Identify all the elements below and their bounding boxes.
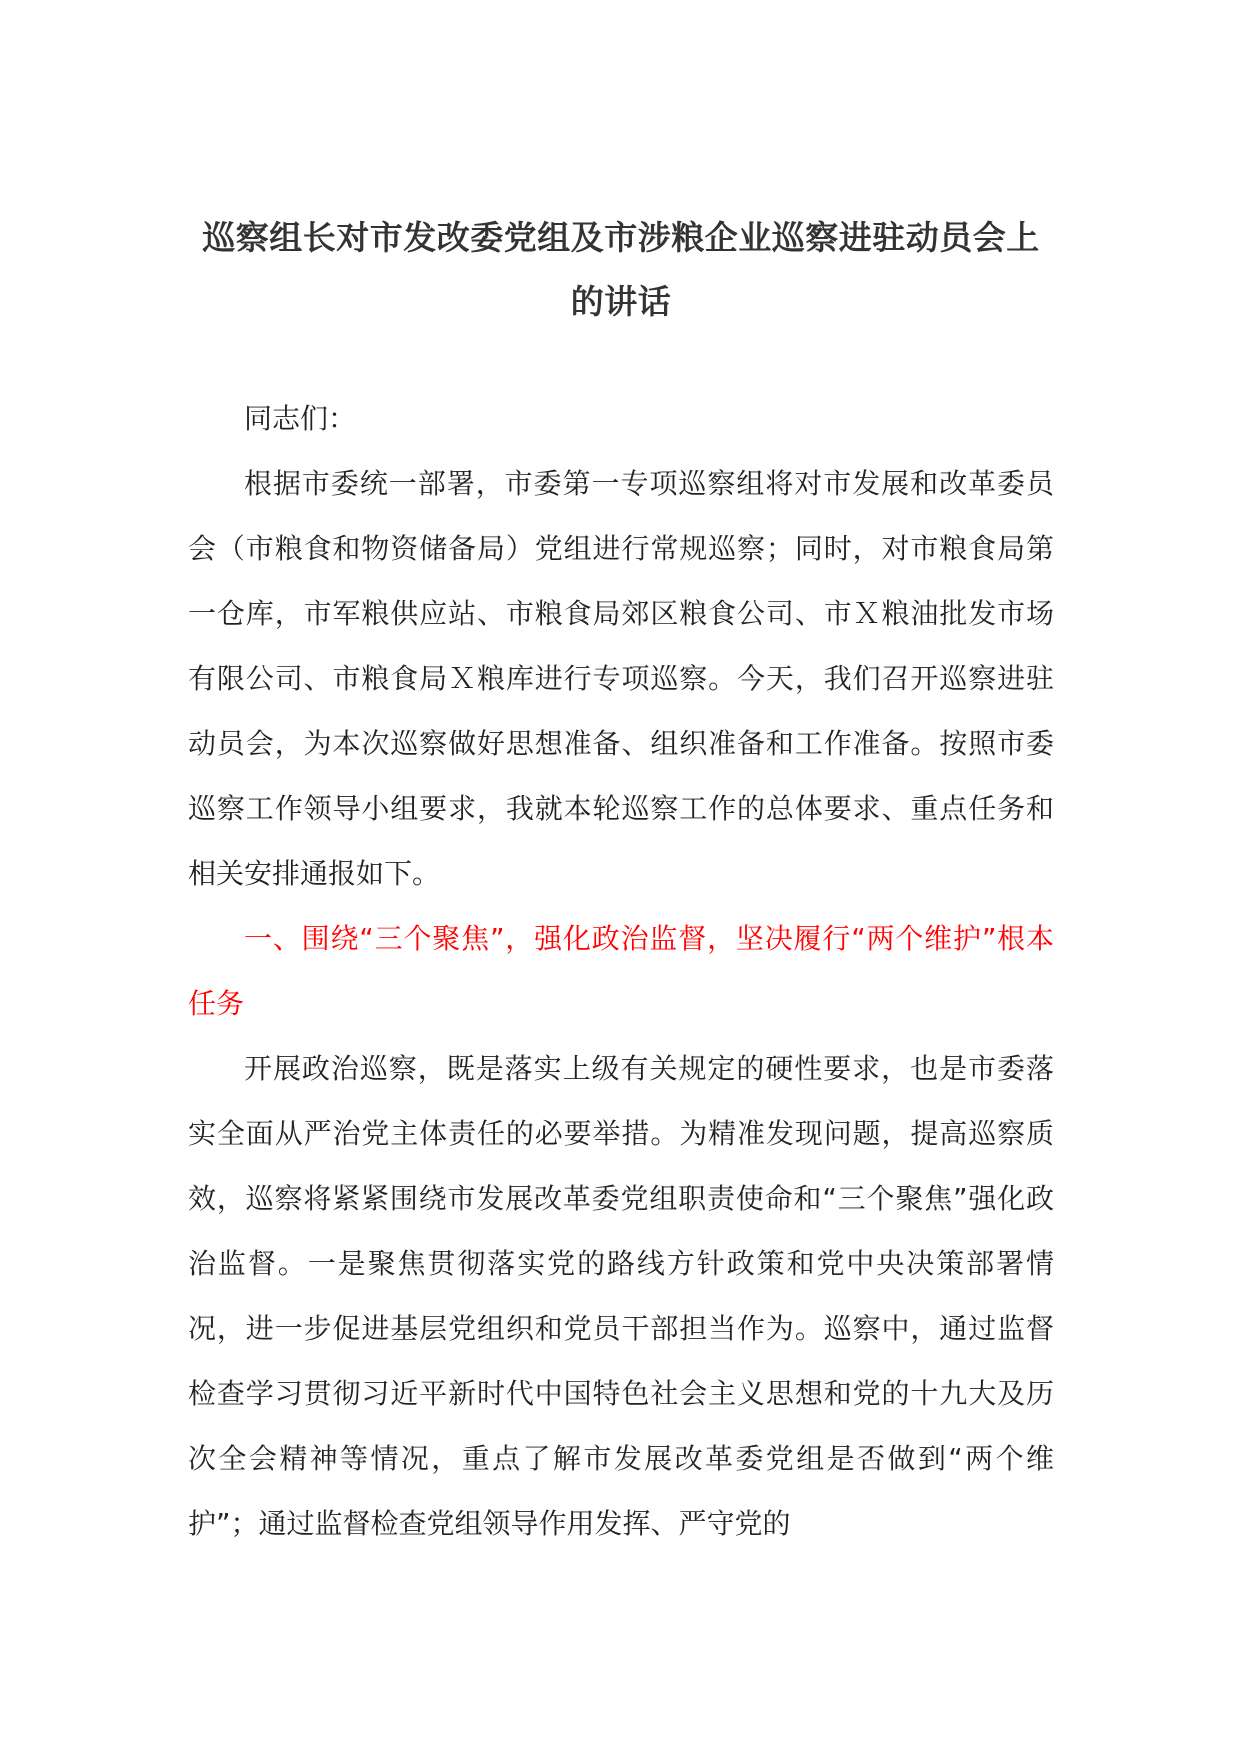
document-title: 巡察组长对市发改委党组及市涉粮企业巡察进驻动员会上的讲话 <box>202 218 1040 321</box>
document-page <box>188 206 1054 1556</box>
section-heading-1: 一、围绕“三个聚焦”，强化政治监督，坚决履行“两个维护”根本任务 <box>188 922 1054 1020</box>
document-body <box>188 386 1054 1556</box>
paragraph-intro: 根据市委统一部署，市委第一专项巡察组将对市发展和改革委员会（市粮食和物资储备局）党组进行常规巡察；同时，对市粮食局第一仓库，市军粮供应站、市粮食局郊区粮食公司、市Ｘ粮油批发市场有限公司、市粮食局Ｘ粮库进行专项巡察。今天，我们召开巡察进驻动员会，为本次巡察做好思想准备、组织准备和工作准备。按照市委巡察工作领导小组要求，我就本轮巡察工作的总体要求、重点任务和相关安排通报如下。 <box>188 467 1054 890</box>
paragraph-political-inspection: 开展政治巡察，既是落实上级有关规定的硬性要求，也是市委落实全面从严治党主体责任的必要举措。为精准发现问题，提高巡察质效，巡察将紧紧围绕市发展改革委党组职责使命和“三个聚焦”强化政治监督。一是聚焦贯彻落实党的路线方针政策和党中央决策部署情况，进一步促进基层党组织和党员干部担当作为。巡察中，通过监督检查学习贯彻习近平新时代中国特色社会主义思想和党的十九大及历次全会精神等情况，重点了解市发展改革委党组是否做到“两个维护”；通过监督检查党组领导作用发挥、严守党的 <box>188 1052 1054 1540</box>
salutation: 同志们： <box>244 402 357 435</box>
